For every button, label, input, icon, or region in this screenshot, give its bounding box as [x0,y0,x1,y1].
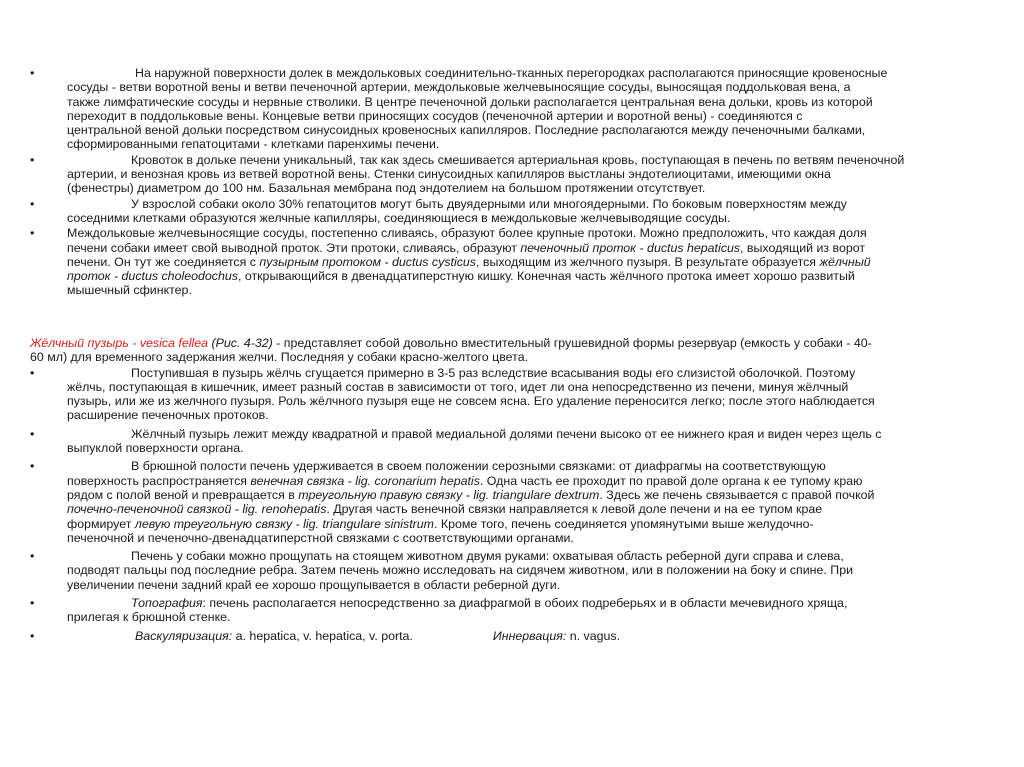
text-line: жёлчь, поступающая в кишечник, имеет разный состав в зависимости от того, идет ли она непосредственно из печени, минуя жёлчный [67,379,849,394]
innervation-value: n. vagus. [566,628,621,643]
text-line [67,629,1002,643]
bullet: • [30,152,35,167]
text-line: проток - ductus choleodochus, открывающийся в двенадцатиперстную кишку. Конечная часть жёлчного протока имеет хорошо развитый [67,269,855,284]
term-renohepatic-ligament: почечно-печеночной связкой - lig. renohepatis [67,502,327,517]
list-item [30,226,1002,297]
bullet: • [30,426,35,441]
text-line: Печень у собаки можно прощупать на стоящем животном двумя руками: охватывая область реберной дуги справа и слева, [131,549,844,564]
text-line: также лимфатические сосуды и нервные стволики. В центре печеночной дольки располагается центральная вена дольки, кровь из которой [67,94,873,109]
text-line: печени собаки имеет свой выводной проток. Эти протоки, сливаясь, образуют печеночный проток - ductus hepaticus, выходящий из ворот [67,240,866,255]
bullet: • [30,549,35,564]
bullet: • [30,66,35,80]
text-line: пузырь, или же из желчного пузыря. Роль жёлчного пузыря еще не совсем ясна. Его удаление переносится легко; после этого наблюдается [67,394,875,409]
text-line: печени. Он тут же соединяется с пузырным протоком - ductus cysticus, выходящим из желчного пузыря. В результате образуется жёлчный [67,254,871,269]
text-line: Жёлчный пузырь лежит между квадратной и правой медиальной долями печени высоко от ее нижнего края и виден через щель с [131,426,882,441]
list-item [30,66,1002,152]
bullet: • [30,226,35,241]
term-ductus-choleodochus: проток - ductus choleodochus [67,269,238,284]
term-bile-duct: жёлчный [819,254,871,269]
vascularization-label: Васкуляризация: [135,628,233,643]
text-line: прилегая к брюшной стенке. [67,610,231,625]
text-line: выпуклой поверхности органа. [67,441,244,456]
list-item [30,366,1002,423]
text-line: мышечный сфинктер. [67,283,192,298]
term-ductus-hepaticus: печеночный проток - ductus hepaticus [520,240,741,255]
text-line: Топография: печень располагается непосредственно за диафрагмой в обоих подреберьях и в области мечевидного хряща, [131,596,848,611]
text-line: почечно-печеночной связкой - lig. renohepatis. Другая часть венечной связки направляется к левой доле печени и на ее тупом крае [67,502,823,517]
list-item [30,549,1002,592]
bullet: • [30,196,35,211]
bullet: • [30,628,35,643]
text-line: центральной веной дольки посредством синусоидных кровеносных капилляров. Последние располагаются между печеночными балками, [67,123,866,138]
text-line: У взрослой собаки около 30% гепатоцитов могут быть двуядерными или многоядерными. По боковым поверхностям между [131,196,847,211]
text-line: увеличении печени задний край ее хорошо прощупывается в области реберной дуги. [67,577,561,592]
text-line: На наружной поверхности долек в междольковых соединительно-тканных перегородках располагаются приносящие кровеносные [135,66,888,80]
text-line: сосуды - ветви воротной вены и ветви печеночной артерии, междольковые желчевыносящие сосуды, выносящая поддольковая вена, а [67,80,851,95]
list-item [30,427,1002,456]
text-line: соседними клетками образуются желчные капилляры, соединяющиеся в междольковые желчевыводящие сосуды. [67,210,731,225]
section-gallbladder [30,336,1002,643]
list-item [30,459,1002,545]
text-line: Поступившая в пузырь жёлчь сгущается примерно в 3-5 раз вследствие всасывания воды его слизистой оболочкой. Поэтому [131,365,856,380]
term-coronary-ligament: венечная связка - lig. coronarium hepatis [250,473,480,488]
text-line: Кровоток в дольке печени уникальный, так как здесь смешивается артериальная кровь, поступающая в печень по ветвям печеночной [131,152,905,167]
figure-ref: (Рис. 4-32) [211,336,273,350]
term-ductus-cysticus: пузырным протоком - ductus cysticus [259,254,476,269]
topography-label: Топография [131,596,203,611]
list-item [30,153,1002,196]
text-line: формирует левую треугольную связку - lig. triangulare sinistrum. Кроме того, печень соединяется упомянутыми выше желудочно- [67,516,814,531]
text-line: переходит в поддольковые вены. Концевые ветви приносящих сосудов (печеночной артерии и воротной вены) - соединяются с [67,108,803,123]
term-left-triangular-ligament: левую треугольную связку - lig. triangulare sinistrum [134,516,434,531]
bullet: • [30,459,35,474]
innervation-label: Иннервация: [492,628,567,643]
text-line: поверхность распространяется венечная связка - lig. coronarium hepatis. Одна часть ее проходит по правой доле органа к ее тупому краю [67,473,863,488]
text-line: (фенестры) диаметром до 100 нм. Базальная мембрана под эндотелием на большом протяжении отсутствует. [67,181,706,196]
bullet: • [30,365,35,380]
text-line: рядом с полой веной и превращается в треугольную правую связку - lig. triangulare dextrum. Здесь же печень связывается с правой почкой [67,487,875,502]
term-right-triangular-ligament: треугольную правую связку - lig. triangulare dextrum [298,487,600,502]
vascularization-value: a. hepatica, v. hepatica, v. porta. [232,628,413,643]
text-line: подводят пальцы под последние ребра. Затем печень можно исследовать на сидячем животном, или в положении на боку и спине. При [67,563,854,578]
text-line: артерии, и венозная кровь из ветвей воротной вены. Стенки синусоидных капилляров выстланы эндотелиоцитами, имеющими окна [67,167,831,182]
section-heading: Жёлчный пузырь - vesica fellea (Рис. 4-32) - представляет собой довольно вместительный грушевидной формы резервуар (емкость у собаки - 40- [30,336,872,350]
bullet: • [30,596,35,611]
list-item [30,629,1002,643]
text-line: сформированными гепатоцитами - клетками паренхимы печени. [67,137,440,152]
text-line: 60 мл) для временного задержания желчи. Последняя у собаки красно-желтого цвета. [30,350,529,365]
heading-term: Жёлчный пузырь - vesica fellea [30,336,209,350]
text-line: В брюшной полости печень удерживается в своем положении серозными связками: от диафрагмы на соответствующую [131,459,826,474]
text-line: печеночной и печеночно-двенадцатиперстной связками с соответствующими органами. [67,530,574,545]
section-liver-lobule [30,66,1002,298]
text-line: расширение печеночных протоков. [67,408,269,423]
list-item [30,596,1002,625]
text-line: Междольковые желчевыносящие сосуды, постепенно сливаясь, образуют более крупные протоки. Можно предположить, что каждая доля [67,226,867,241]
list-item [30,197,1002,226]
